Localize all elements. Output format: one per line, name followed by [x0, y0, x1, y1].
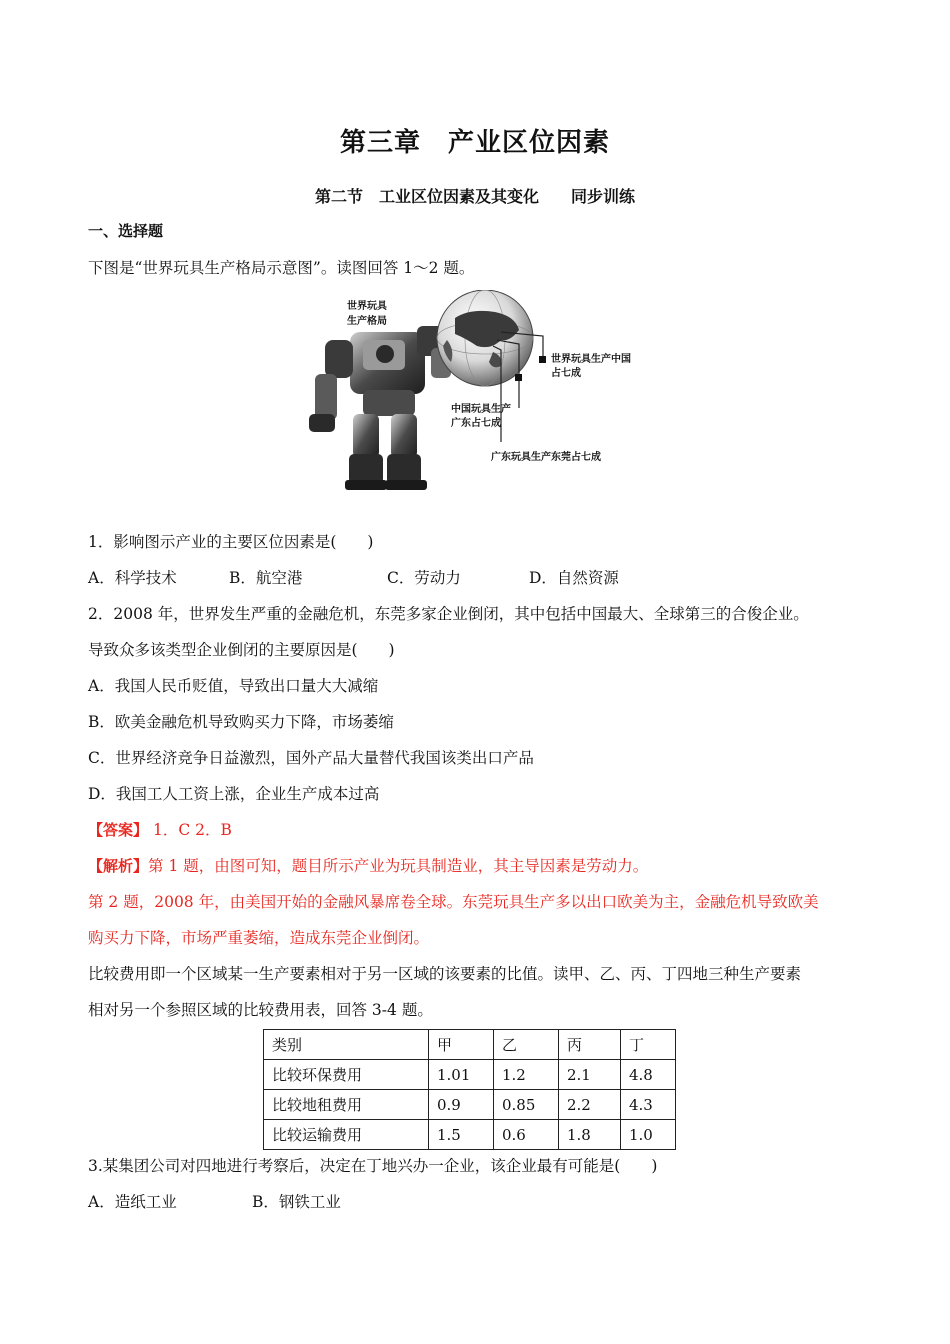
- question-1-options: [88, 566, 619, 588]
- comparative-cost-table: [263, 1029, 676, 1150]
- table-cell: 1.8: [559, 1120, 621, 1150]
- answer-line: [88, 818, 232, 840]
- table-cell: 比较地租费用: [264, 1090, 429, 1120]
- table-cell: 比较运输费用: [264, 1120, 429, 1150]
- table-row: [264, 1060, 676, 1090]
- label-china-share-2: 广东占七成: [451, 418, 501, 429]
- q1-option-c: C．劳动力: [387, 569, 461, 587]
- question-2-stem-line2: 导致众多该类型企业倒闭的主要原因是( ): [88, 641, 395, 659]
- question-3-stem: 3.某集团公司对四地进行考察后，决定在丁地兴办一企业，该企业最有可能是( ): [88, 1157, 658, 1175]
- table-cell: 1.01: [429, 1060, 494, 1090]
- answer-text: 1．C 2．B: [152, 821, 232, 839]
- label-world-share-2: 占七成: [551, 368, 581, 379]
- question-3-options: [88, 1190, 341, 1212]
- q1-option-b: B．航空港: [229, 569, 303, 587]
- table-cell: 比较环保费用: [264, 1060, 429, 1090]
- table-cell: 0.9: [429, 1090, 494, 1120]
- table-header-cell: 丙: [559, 1030, 621, 1060]
- question-1-stem: 1．影响图示产业的主要区位因素是( ): [88, 533, 374, 551]
- figure-illustration: [305, 290, 645, 500]
- label-world-share-1: 世界玩具生产中国: [551, 354, 631, 365]
- table-cell: 4.3: [621, 1090, 676, 1120]
- chapter-title: 第三章 产业区位因素: [339, 128, 610, 158]
- table-cell: 0.85: [494, 1090, 559, 1120]
- q2-option-b: B．欧美金融危机导致购买力下降，市场萎缩: [88, 713, 394, 731]
- table-header-cell: 乙: [494, 1030, 559, 1060]
- table-cell: 2.2: [559, 1090, 621, 1120]
- table-row: [264, 1120, 676, 1150]
- q3-option-b: B．钢铁工业: [252, 1193, 341, 1211]
- table-cell: 1.0: [621, 1120, 676, 1150]
- answer-tag: 【答案】: [88, 821, 149, 839]
- question-2-stem-line1: 2．2008 年，世界发生严重的金融危机，东莞多家企业倒闭，其中包括中国最大、全球第三的合俊企业。: [88, 605, 809, 623]
- table-header-cell: 丁: [621, 1030, 676, 1060]
- q3-option-a: A．造纸工业: [88, 1193, 177, 1211]
- table-cell: 1.2: [494, 1060, 559, 1090]
- table-cell: 0.6: [494, 1120, 559, 1150]
- q1-option-a: A．科学技术: [88, 569, 177, 587]
- table-header-cell: 类别: [264, 1030, 429, 1060]
- label-guangdong-share: 广东玩具生产东莞占七成: [491, 452, 601, 463]
- table-header-cell: 甲: [429, 1030, 494, 1060]
- intro-text-2-line1: 比较费用即一个区域某一生产要素相对于另一区域的该要素的比值。读甲、乙、丙、丁四地三种生产要素: [88, 965, 802, 983]
- label-china-share-1: 中国玩具生产: [451, 404, 511, 415]
- analysis-text-1: 第 1 题，由图可知，题目所示产业为玩具制造业，其主导因素是劳动力。: [148, 857, 649, 875]
- analysis-line-3: 购买力下降，市场严重萎缩，造成东莞企业倒闭。: [88, 929, 430, 947]
- q2-option-a: A．我国人民币贬值，导致出口量大大减缩: [88, 677, 379, 695]
- table-cell: 4.8: [621, 1060, 676, 1090]
- table-cell: 2.1: [559, 1060, 621, 1090]
- toy-production-figure: [305, 290, 645, 500]
- q1-option-d: D．自然资源: [529, 569, 619, 587]
- robot-illustration: [309, 326, 451, 490]
- q2-option-c: C．世界经济竞争日益激烈，国外产品大量替代我国该类出口产品: [88, 749, 534, 767]
- table-header-row: [264, 1030, 676, 1060]
- q2-option-d: D．我国工人工资上涨，企业生产成本过高: [88, 785, 380, 803]
- table-row: [264, 1090, 676, 1120]
- figure-title-line1: 世界玩具: [347, 301, 387, 312]
- intro-text-2-line2: 相对另一个参照区域的比较费用表，回答 3-4 题。: [88, 1001, 433, 1019]
- section-subtitle: 第二节 工业区位因素及其变化 同步训练: [314, 187, 635, 206]
- analysis-line-2: 第 2 题，2008 年，由美国开始的金融风暴席卷全球。东莞玩具生产多以出口欧美为主，金融危机导致欧美: [88, 893, 819, 911]
- intro-text-1: 下图是“世界玩具生产格局示意图”。读图回答 1～2 题。: [88, 259, 475, 277]
- analysis-tag: 【解析】: [88, 857, 149, 875]
- figure-title-line2: 生产格局: [347, 316, 387, 327]
- section-heading: 一、选择题: [88, 222, 164, 240]
- table-cell: 1.5: [429, 1120, 494, 1150]
- analysis-line-1: [88, 854, 648, 876]
